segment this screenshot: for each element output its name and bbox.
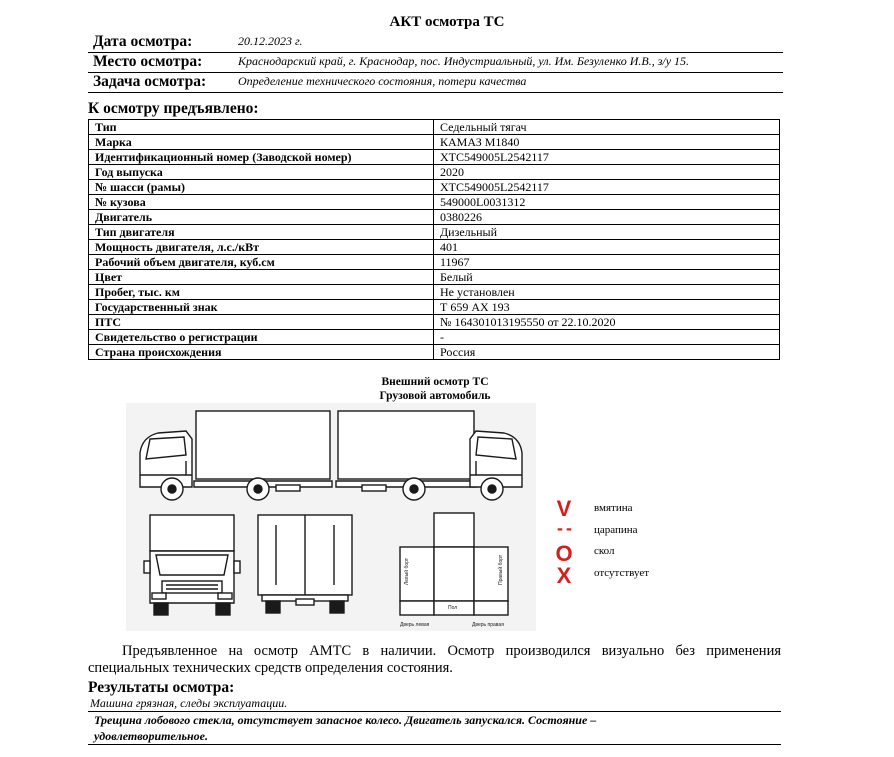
label-floor: Пол (448, 605, 458, 611)
result-line: Машина грязная, следы эксплуатации. (88, 696, 781, 712)
spec-key: Цвет (89, 270, 434, 285)
spec-key: Рабочий объем двигателя, куб.см (89, 255, 434, 270)
spec-value: Т 659 АХ 193 (434, 300, 780, 315)
legend-missing-text: отсутствует (594, 567, 650, 579)
legend-missing-mark: X (556, 563, 572, 588)
result-line: удовлетворительное. (88, 729, 781, 745)
header-value: Краснодарский край, г. Краснодар, пос. Индустриальный, ул. Им. Безуленко И.В., з/у 15. (238, 54, 690, 68)
spec-key: Государственный знак (89, 300, 434, 315)
legend-dent-mark: V (556, 496, 572, 521)
spec-value: Не установлен (434, 285, 780, 300)
document-title: АКТ осмотра ТС (389, 14, 505, 30)
label-left-side: Левый борт (404, 557, 410, 585)
legend-chip-mark: O (555, 541, 573, 566)
table-row (89, 165, 780, 180)
spec-value: КАМАЗ М1840 (434, 135, 780, 150)
label-door-left: Дверь левая (400, 622, 430, 628)
spec-key: Страна происхождения (89, 345, 434, 360)
truck-rear-view (258, 515, 352, 613)
table-row (89, 315, 780, 330)
table-row (89, 135, 780, 150)
inspection-paragraph (88, 643, 781, 677)
spec-key: № шасси (рамы) (89, 180, 434, 195)
spec-key: Двигатель (89, 210, 434, 225)
table-row (89, 345, 780, 360)
header-label: Задача осмотра: (93, 73, 207, 90)
legend-dent-text: вмятина (594, 502, 633, 514)
spec-value: - (434, 330, 780, 345)
header-row-task (88, 74, 783, 93)
legend-chip-text: скол (594, 545, 615, 557)
header-value: 20.12.2023 г. (238, 34, 303, 48)
header-label: Дата осмотра: (93, 33, 193, 50)
truck-front-view (144, 515, 240, 615)
table-row (89, 270, 780, 285)
spec-key: Идентификационный номер (Заводской номер) (89, 150, 434, 165)
spec-key: ПТС (89, 315, 434, 330)
table-row (89, 225, 780, 240)
spec-value: ХТС549005L2542117 (434, 150, 780, 165)
spec-value: ХТС549005L2542117 (434, 180, 780, 195)
spec-value: 549000L0031312 (434, 195, 780, 210)
paragraph-text: Предъявленное на осмотр АМТС в наличии. Осмотр производился визуально без применения специальных технических средств определения состояния. (88, 643, 781, 676)
diagram-subcaption: Грузовой автомобиль (379, 390, 491, 402)
spec-value: 401 (434, 240, 780, 255)
presented-title: К осмотру предъявлено: (88, 100, 259, 117)
results-title: Результаты осмотра: (88, 679, 235, 696)
spec-key: Марка (89, 135, 434, 150)
header-row-place (88, 54, 783, 73)
result-line: Трещина лобового стекла, отсутствует запасное колесо. Двигатель запускался. Состояние – (94, 713, 597, 727)
table-row (89, 150, 780, 165)
table-row (89, 330, 780, 345)
truck-diagram (126, 403, 536, 631)
spec-key: Свидетельство о регистрации (89, 330, 434, 345)
spec-key: Пробег, тыс. км (89, 285, 434, 300)
table-row (89, 285, 780, 300)
diagram-caption: Внешний осмотр ТС (381, 376, 489, 388)
spec-key: Тип (89, 120, 434, 135)
spec-value: Россия (434, 345, 780, 360)
spec-key: № кузова (89, 195, 434, 210)
table-row (89, 300, 780, 315)
header-row-date (88, 34, 783, 53)
spec-key: Тип двигателя (89, 225, 434, 240)
legend-scratch-text: царапина (594, 524, 638, 536)
spec-value: № 164301013195550 от 22.10.2020 (434, 315, 780, 330)
spec-key: Год выпуска (89, 165, 434, 180)
spec-value: 2020 (434, 165, 780, 180)
legend-scratch-mark: - - (557, 518, 571, 538)
label-right-side: Правый борт (498, 554, 504, 585)
spec-key: Мощность двигателя, л.с./кВт (89, 240, 434, 255)
spec-value: Белый (434, 270, 780, 285)
spec-value: Седельный тягач (434, 120, 780, 135)
table-row (89, 240, 780, 255)
spec-value: 0380226 (434, 210, 780, 225)
header-value: Определение технического состояния, потери качества (238, 74, 527, 88)
table-row (89, 255, 780, 270)
table-row (89, 210, 780, 225)
table-row (89, 195, 780, 210)
table-row (89, 180, 780, 195)
specs-table (88, 119, 780, 360)
header-label: Место осмотра: (93, 53, 203, 70)
label-door-right: Дверь правая (472, 622, 504, 628)
spec-value: 11967 (434, 255, 780, 270)
spec-value: Дизельный (434, 225, 780, 240)
table-row (89, 120, 780, 135)
